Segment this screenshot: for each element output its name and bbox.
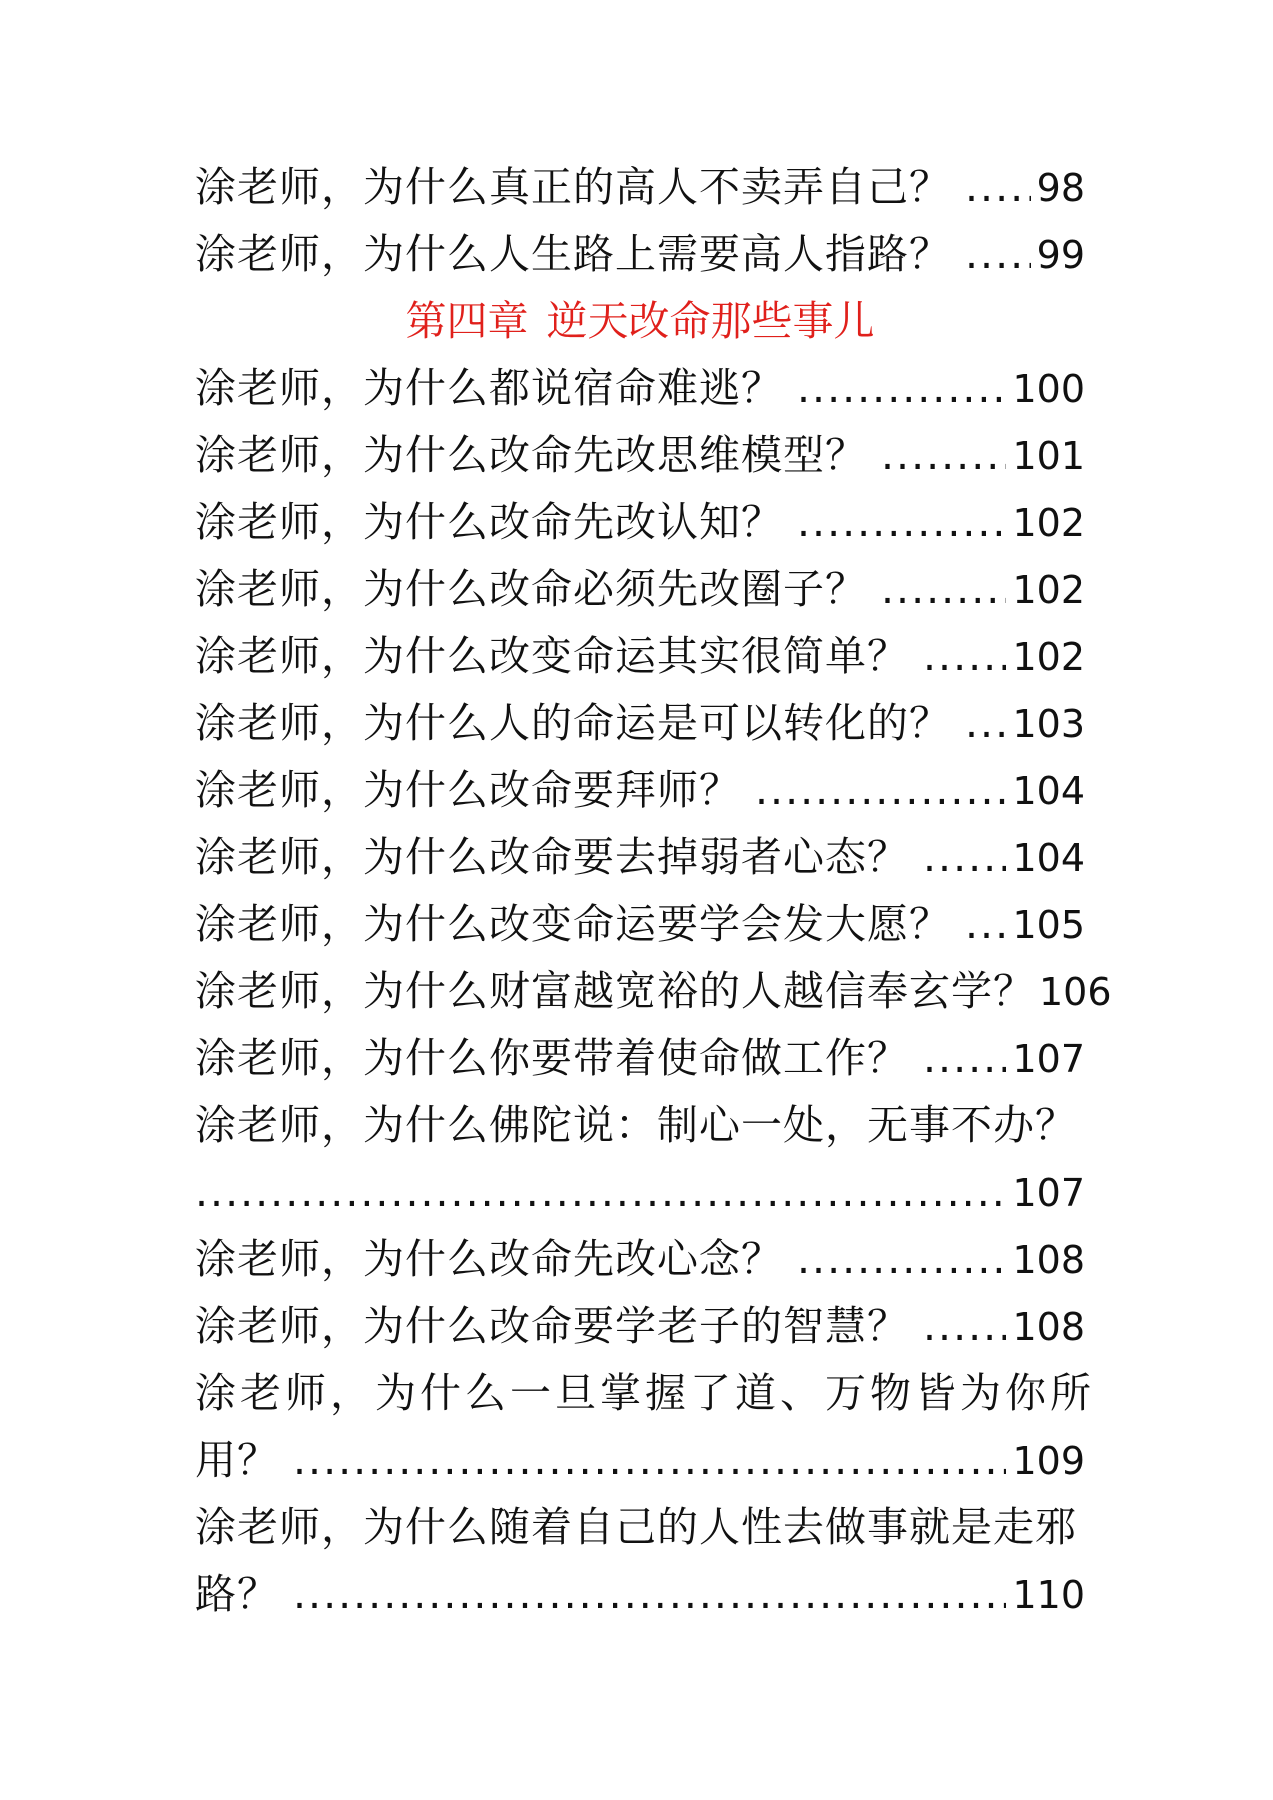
dot-leader <box>797 355 1006 422</box>
toc-entry-title-continued: 路？ <box>195 1570 279 1618</box>
toc-entry-title: 涂老师，为什么改命要去掉弱者心态？ <box>195 833 909 881</box>
dot-leader <box>965 221 1031 288</box>
toc-entry-title-line: 涂老师，为什么佛陀说：制心一处，无事不办？ <box>195 1101 1077 1149</box>
toc-entry-title: 涂老师，为什么财富越宽裕的人越信奉玄学？ <box>195 967 1035 1015</box>
chapter-title: 逆天改命那些事儿 <box>546 297 875 345</box>
toc-entry-title: 涂老师，为什么改命先改思维模型？ <box>195 431 867 479</box>
table-of-contents <box>195 154 1135 1628</box>
toc-entry-title-continued: 用？ <box>195 1436 279 1484</box>
toc-entry <box>195 690 1135 757</box>
toc-entry <box>195 556 1135 623</box>
dot-leader <box>965 690 1006 757</box>
toc-entry-title: 涂老师，为什么改命要学老子的智慧？ <box>195 1302 909 1350</box>
toc-entry <box>195 422 1135 489</box>
toc-entry-page: 103 <box>1012 702 1085 746</box>
toc-entry <box>195 958 1135 1025</box>
dot-leader <box>293 1427 1006 1494</box>
toc-entry <box>195 1159 1135 1226</box>
toc-entry-title: 涂老师，为什么真正的高人不卖弄自己？ <box>195 163 951 211</box>
toc-entry-page: 107 <box>1012 1037 1085 1081</box>
dot-leader <box>923 623 1006 690</box>
toc-entry-page: 110 <box>1012 1573 1085 1617</box>
dot-leader <box>965 891 1006 958</box>
toc-entry-title: 涂老师，为什么改变命运其实很简单？ <box>195 632 909 680</box>
toc-entry-page: 105 <box>1012 903 1085 947</box>
toc-entry <box>195 489 1135 556</box>
toc-entry-page: 102 <box>1012 635 1085 679</box>
toc-entry <box>195 1427 1135 1494</box>
dot-leader <box>881 422 1006 489</box>
toc-entry-title: 涂老师，为什么你要带着使命做工作？ <box>195 1034 909 1082</box>
dot-leader <box>195 1159 1006 1226</box>
toc-entry <box>195 1293 1135 1360</box>
toc-entry-title-line: 涂老师，为什么一旦掌握了道、万物皆为你所 <box>195 1369 1095 1417</box>
dot-leader <box>923 824 1006 891</box>
dot-leader <box>881 556 1006 623</box>
toc-entry-title: 涂老师，为什么人的命运是可以转化的？ <box>195 699 951 747</box>
dot-leader <box>293 1561 1006 1628</box>
toc-entry-page: 101 <box>1012 434 1085 478</box>
dot-leader <box>965 154 1031 221</box>
toc-entry-page: 108 <box>1012 1305 1085 1349</box>
toc-entry-page: 100 <box>1012 367 1085 411</box>
toc-entry-title: 涂老师，为什么改命要拜师？ <box>195 766 741 814</box>
toc-entry-page: 107 <box>1012 1171 1085 1215</box>
toc-entry-title: 涂老师，为什么改命必须先改圈子？ <box>195 565 867 613</box>
toc-entry <box>195 757 1135 824</box>
toc-entry-title: 涂老师，为什么改变命运要学会发大愿？ <box>195 900 951 948</box>
toc-entry-page: 109 <box>1012 1439 1085 1483</box>
toc-entry-page: 102 <box>1012 568 1085 612</box>
toc-entry-page: 108 <box>1012 1238 1085 1282</box>
dot-leader <box>797 1226 1006 1293</box>
toc-entry <box>195 1561 1135 1628</box>
toc-entry-title-line: 涂老师，为什么随着自己的人性去做事就是走邪 <box>195 1503 1077 1551</box>
toc-entry <box>195 221 1135 288</box>
toc-entry <box>195 891 1135 958</box>
dot-leader <box>923 1025 1006 1092</box>
toc-entry-title: 涂老师，为什么都说宿命难逃？ <box>195 364 783 412</box>
toc-entry <box>195 824 1135 891</box>
toc-entry-page: 99 <box>1036 233 1085 277</box>
toc-entry <box>195 154 1135 221</box>
toc-entry-title: 涂老师，为什么改命先改心念？ <box>195 1235 783 1283</box>
toc-entry-page: 104 <box>1012 836 1085 880</box>
toc-entry-title: 涂老师，为什么改命先改认知？ <box>195 498 783 546</box>
toc-entry-title: 涂老师，为什么人生路上需要高人指路？ <box>195 230 951 278</box>
toc-entry <box>195 623 1135 690</box>
toc-entry <box>195 1025 1135 1092</box>
chapter-number: 第四章 <box>405 297 529 345</box>
toc-entry <box>195 1226 1135 1293</box>
toc-entry <box>195 355 1135 422</box>
toc-entry-page: 106 <box>1039 970 1112 1014</box>
chapter-heading <box>195 288 1085 355</box>
dot-leader <box>797 489 1006 556</box>
toc-entry-page: 102 <box>1012 501 1085 545</box>
dot-leader <box>755 757 1006 824</box>
toc-entry-page: 104 <box>1012 769 1085 813</box>
toc-entry-page: 98 <box>1036 166 1085 210</box>
dot-leader <box>923 1293 1006 1360</box>
